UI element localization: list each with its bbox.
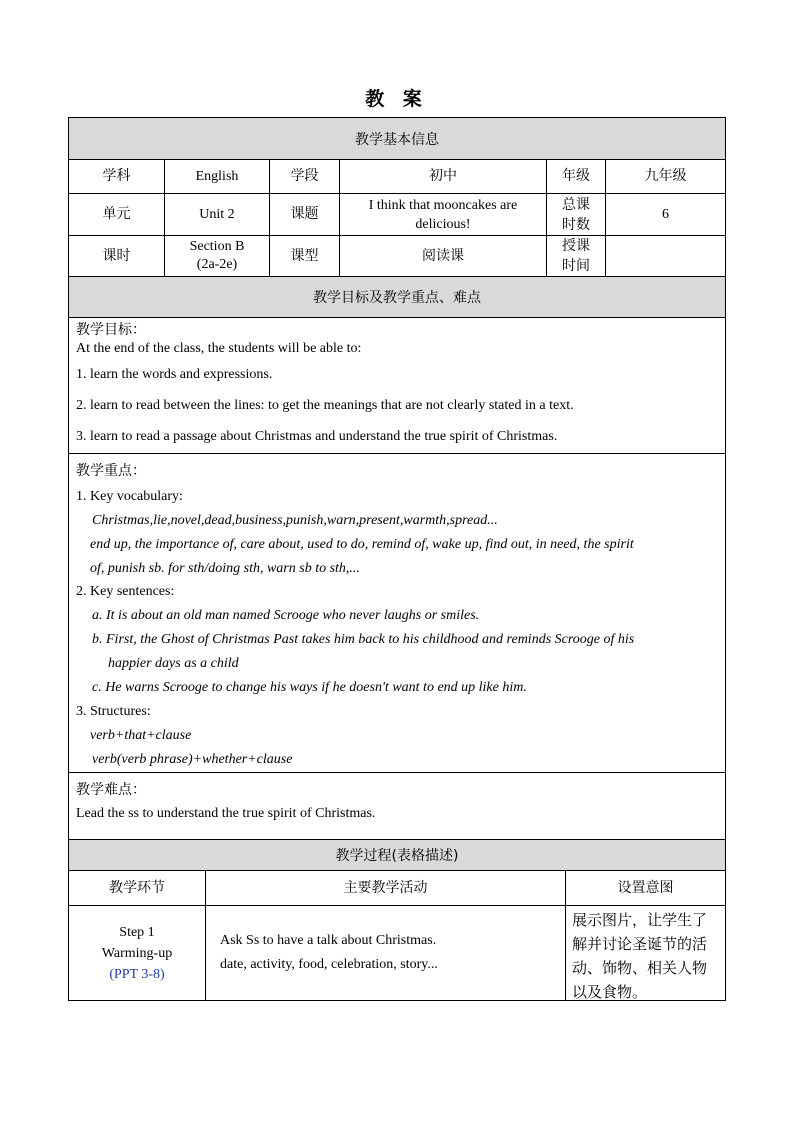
difficult-point: Lead the ss to understand the true spirit of Christmas. bbox=[76, 806, 376, 821]
grade-value: 九年级 bbox=[605, 159, 726, 194]
unit-value: Unit 2 bbox=[164, 193, 270, 236]
total-hours-label bbox=[546, 193, 606, 236]
intent-text: 展示图片，让学生了解并讨论圣诞节的活动、饰物、相关人物以及食物。 bbox=[572, 911, 708, 1001]
key-vocab-title: 1. Key vocabulary: bbox=[76, 489, 183, 504]
stage-label: 学段 bbox=[269, 159, 340, 194]
type-label: 课型 bbox=[269, 235, 340, 277]
class-time-label-line1: 授课 bbox=[562, 238, 590, 254]
total-hours-label-line1: 总课 bbox=[562, 196, 590, 213]
key-sentence: b. First, the Ghost of Christmas Past takes him back to his childhood and reminds Scrooge of his bbox=[92, 632, 635, 647]
total-hours-value: 6 bbox=[605, 193, 726, 236]
period-value-line2: (2a-2e) bbox=[196, 257, 238, 272]
period-value bbox=[164, 235, 270, 277]
objective-item: 3. learn to read a passage about Christmas and understand the true spirit of Christmas. bbox=[76, 429, 558, 444]
key-sentence-continued: happier days as a child bbox=[108, 656, 239, 671]
step-name: Warming-up bbox=[101, 945, 173, 961]
step-ppt-ref: (PPT 3-8) bbox=[109, 966, 165, 982]
type-value: 阅读课 bbox=[339, 235, 547, 277]
key-vocab-line: end up, the importance of, care about, used to do, remind of, wake up, find out, in need, the spirit bbox=[90, 537, 634, 552]
col-intent-header: 设置意图 bbox=[565, 870, 726, 906]
key-sentences-title: 2. Key sentences: bbox=[76, 584, 175, 599]
objectives-title: 教学目标： bbox=[76, 322, 146, 338]
total-hours-label-line2: 时数 bbox=[562, 216, 590, 233]
structures-title: 3. Structures: bbox=[76, 704, 151, 719]
page-title: 教 案 bbox=[365, 88, 428, 110]
topic-label: 课题 bbox=[269, 193, 340, 236]
col-activity-header: 主要教学活动 bbox=[205, 870, 566, 906]
table-row-intent bbox=[565, 905, 726, 1001]
col-step-header: 教学环节 bbox=[68, 870, 206, 906]
class-time-value bbox=[605, 235, 726, 277]
step-number: Step 1 bbox=[119, 924, 155, 940]
process-header: 教学过程(表格描述) bbox=[68, 839, 726, 871]
subject-value: English bbox=[164, 159, 270, 194]
objective-item: 1. learn the words and expressions. bbox=[76, 367, 273, 382]
key-sentence: c. He warns Scrooge to change his ways if he doesn't want to end up like him. bbox=[92, 680, 527, 695]
goals-header: 教学目标及教学重点、难点 bbox=[68, 276, 726, 318]
key-points-title: 教学重点： bbox=[76, 463, 146, 479]
key-sentence: a. It is about an old man named Scrooge who never laughs or smiles. bbox=[92, 608, 480, 623]
grade-label: 年级 bbox=[546, 159, 606, 194]
class-time-label-line2: 时间 bbox=[562, 258, 590, 274]
objective-item: 2. learn to read between the lines: to get the meanings that are not clearly stated in a text. bbox=[76, 398, 574, 413]
activity-line: Ask Ss to have a talk about Christmas. bbox=[220, 933, 437, 948]
table-row-activity bbox=[205, 905, 566, 1001]
class-time-label bbox=[546, 235, 606, 277]
subject-label: 学科 bbox=[68, 159, 165, 194]
stage-value: 初中 bbox=[339, 159, 547, 194]
key-vocab-line: Christmas,lie,novel,dead,business,punish,warn,present,warmth,spread... bbox=[92, 513, 498, 528]
basic-info-header: 教学基本信息 bbox=[68, 117, 726, 160]
objectives-intro: At the end of the class, the students will be able to: bbox=[76, 341, 362, 356]
period-label: 课时 bbox=[68, 235, 165, 277]
difficult-points-title: 教学难点： bbox=[76, 782, 146, 798]
topic-value: I think that mooncakes are delicious! bbox=[339, 193, 547, 236]
structure-item: verb+that+clause bbox=[90, 728, 192, 743]
activity-line: date, activity, food, celebration, story... bbox=[220, 957, 438, 972]
unit-label: 单元 bbox=[68, 193, 165, 236]
period-value-line1: Section B bbox=[189, 239, 245, 254]
structure-item: verb(verb phrase)+whether+clause bbox=[92, 752, 293, 767]
key-vocab-line: of, punish sb. for sth/doing sth, warn sb to sth,... bbox=[90, 561, 360, 576]
table-row-step bbox=[68, 905, 206, 1001]
